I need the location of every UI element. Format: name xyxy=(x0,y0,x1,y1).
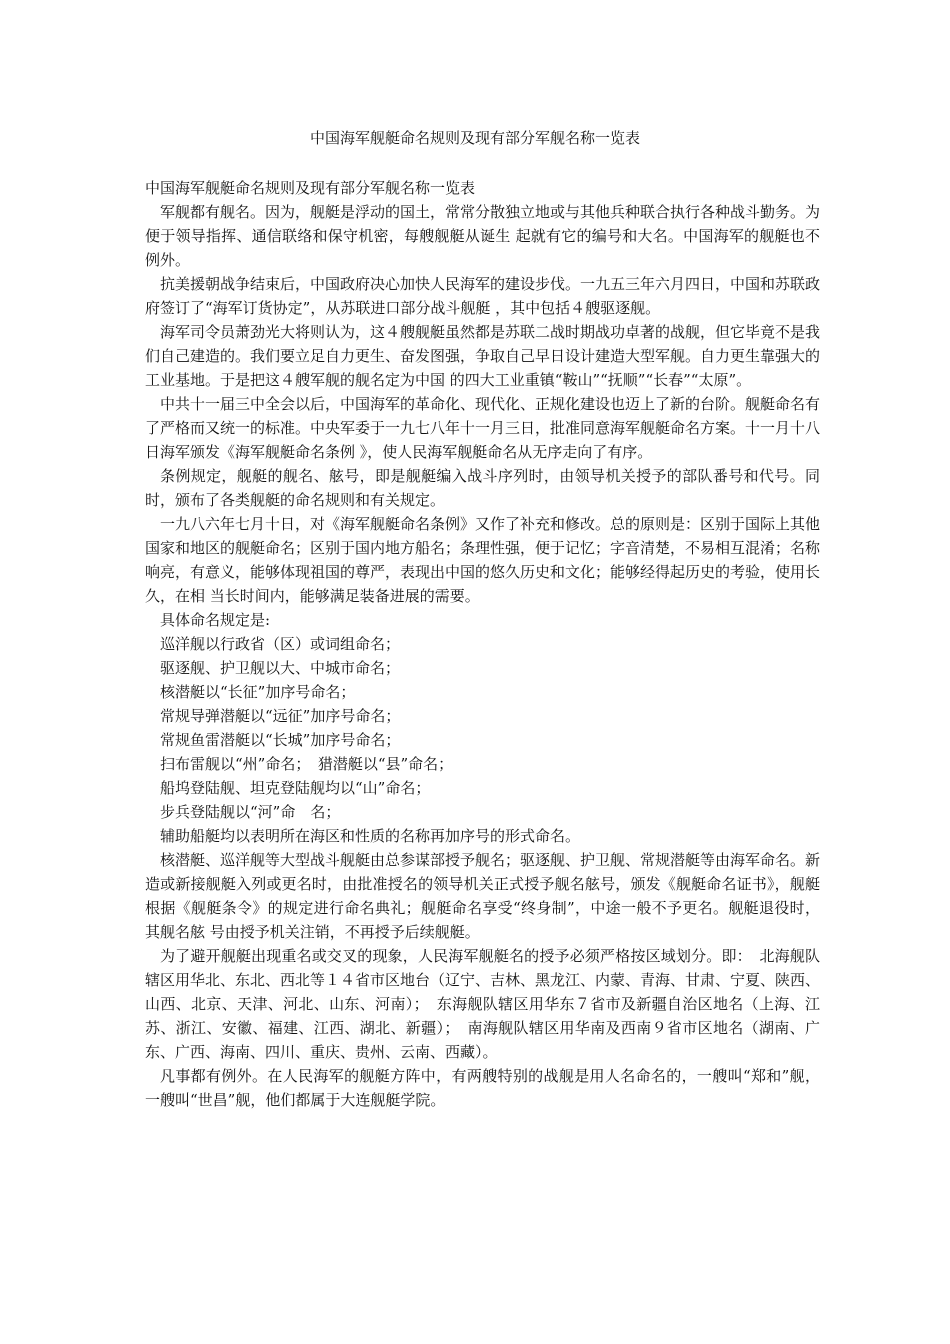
document-body xyxy=(145,176,820,1112)
paragraph-regulation-1978: 中共十一届三中全会以后，中国海军的革命化、现代化、正规化建设也迈上了新的台阶。舰艇命名有了严格而又统一的标准。中央军委于一九七八年十一月三日，批准同意海军舰艇命名方案。十一月十八日海军颁发《海军舰艇命名条例 》，使人民海军舰艇命名从无序走向了有序。 xyxy=(145,395,821,461)
paragraph-regional-division: 为了避开舰艇出现重名或交叉的现象，人民海军舰艇名的授予必须严格按区域划分。即： 北海舰队辖区用华北、东北、西北等１４省市区地台（辽宁、吉林、黑龙江、内蒙、青海、甘肃、宁夏、陕西、山西、北京、天津、河北、山东、河南）； 东海舰队辖区用华东７省市及新疆自治区地名（上海、江苏、浙江、安徽、福建、江西、湖北、新疆）； 南海舰队辖区用华南及西南９省市区地名（湖南、广东、广西、海南、四川、重庆、贵州、云南、西藏）。 xyxy=(145,947,821,1061)
rule-nuclear-submarine: 核潜艇以“长征”加序号命名； xyxy=(160,683,356,701)
rule-minesweeper-subchaser: 扫布雷舰以“州”命名； 猎潜艇以“县”命名； xyxy=(160,755,454,773)
rule-torpedo-submarine: 常规鱼雷潜艇以“长城”加序号命名； xyxy=(160,731,401,749)
paragraph-intro: 军舰都有舰名。因为，舰艇是浮动的国土，常常分散独立地或与其他兵种联合执行各种战斗勤务。为便于领导指挥、通信联络和保守机密，每艘舰艇从诞生 起就有它的编号和大名。中国海军的舰艇也不例外。 xyxy=(145,203,821,269)
document-title: 中国海军舰艇命名规则及现有部分军舰名称一览表 xyxy=(309,129,640,147)
body-heading: 中国海军舰艇命名规则及现有部分军舰名称一览表 xyxy=(145,179,476,197)
paragraph-revision-1986: 一九八六年七月十日，对《海军舰艇命名条例》又作了补充和修改。总的原则是：区别于国际上其他国家和地区的舰艇命名；区别于国内地方船名；条理性强，便于记忆；字音清楚，不易相互混淆；名称响亮，有意义，能够体现祖国的尊严，表现出中国的悠久历史和文化；能够经得起历史的考验，使用长久，在相 当长时间内，能够满足装备进展的需要。 xyxy=(145,515,821,605)
paragraph-history: 抗美援朝战争结束后，中国政府决心加快人民海军的建设步伐。一九五三年六月四日，中国和苏联政府签订了“海军订货协定”，从苏联进口部分战斗舰艇 ，其中包括４艘驱逐舰。 xyxy=(145,275,821,317)
rule-infantry-landing-ship: 步兵登陆舰以“河”命 名； xyxy=(160,803,341,821)
paragraph-rules-intro: 具体命名规定是: xyxy=(160,611,271,629)
paragraph-naming-authority: 核潜艇、巡洋舰等大型战斗舰艇由总参谋部授予舰名；驱逐舰、护卫舰、常规潜艇等由海军命名。新造或新接舰艇入列或更名时，由批准授名的领导机关正式授予舰名舷号，颁发《舰艇命名证书》，舰艇根据《舰艇条令》的规定进行命名典礼；舰艇命名享受“终身制”，中途一般不予更名。舰艇退役时，其舰名舷 号由授予机关注销，不再授予后续舰艇。 xyxy=(145,851,821,941)
rule-landing-ship: 船坞登陆舰、坦克登陆舰均以“山”命名； xyxy=(160,779,431,797)
rule-destroyer-frigate: 驱逐舰、护卫舰以大、中城市命名； xyxy=(160,659,401,677)
paragraph-exceptions: 凡事都有例外。在人民海军的舰艇方阵中，有两艘特别的战舰是用人名命名的，一艘叫“郑和”舰，一艘叫“世昌”舰，他们都属于大连舰艇学院。 xyxy=(145,1067,820,1109)
paragraph-regulation-terms: 条例规定，舰艇的舰名、舷号，即是舰艇编入战斗序列时，由领导机关授予的部队番号和代号。同时，颁布了各类舰艇的命名规则和有关规定。 xyxy=(145,467,820,509)
rule-missile-submarine: 常规导弹潜艇以“远征”加序号命名； xyxy=(160,707,401,725)
rule-cruiser: 巡洋舰以行政省（区）或词组命名； xyxy=(160,635,401,653)
rule-auxiliary-ships: 辅助船艇均以表明所在海区和性质的名称再加序号的形式命名。 xyxy=(160,827,581,845)
paragraph-xiao-jinguang: 海军司令员萧劲光大将则认为，这４艘舰艇虽然都是苏联二战时期战功卓著的战舰，但它毕竟不是我们自己建造的。我们要立足自力更生、奋发图强，争取自己早日设计建造大型军舰。自力更生靠强大的工业基地。于是把这４艘军舰的舰名定为中国 的四大工业重镇“鞍山”“抚顺”“长春”“太原”。 xyxy=(145,323,821,389)
